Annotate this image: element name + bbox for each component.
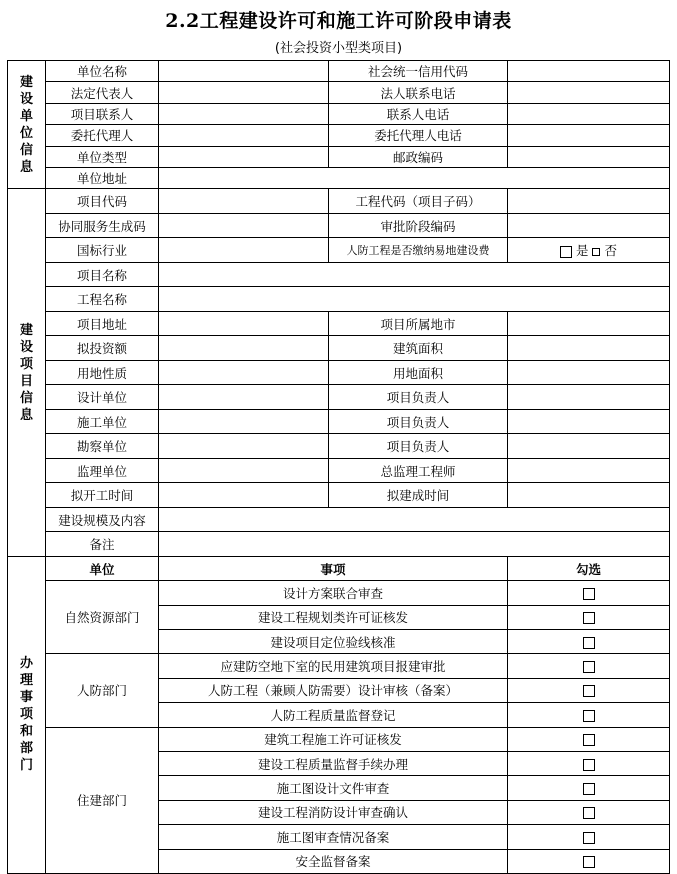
field-survey-lead[interactable] (508, 434, 670, 459)
check-drawing-filing[interactable] (583, 832, 595, 844)
form-subtitle: (社会投资小型类项目) (274, 41, 403, 56)
label-project-code: 项目代码 (46, 189, 159, 214)
label-contact-phone: 联系人电话 (329, 103, 508, 124)
label-survey-unit: 勘察单位 (46, 434, 159, 459)
label-credit-code: 社会统一信用代码 (329, 61, 508, 82)
check-positioning[interactable] (583, 637, 595, 649)
field-design-lead[interactable] (508, 385, 670, 410)
check-cell (508, 605, 670, 629)
field-service-code[interactable] (159, 213, 329, 238)
label-legal-phone: 法人联系电话 (329, 82, 508, 103)
col-unit-header: 单位 (46, 556, 159, 580)
label-construction-lead: 项目负责人 (329, 409, 508, 434)
field-construction-unit[interactable] (159, 409, 329, 434)
civil-defense-fee-choice (508, 238, 670, 263)
check-drawing-review[interactable] (583, 783, 595, 795)
check-quality-supervision[interactable] (583, 759, 595, 771)
label-completion-date: 拟建成时间 (329, 483, 508, 508)
check-civil-defense-quality[interactable] (583, 710, 595, 722)
label-survey-lead: 项目负责人 (329, 434, 508, 459)
label-land-area: 用地面积 (329, 360, 508, 385)
field-supervision-unit[interactable] (159, 458, 329, 483)
section-project-info-heading: 建设项目信息 (8, 189, 46, 557)
field-construction-lead[interactable] (508, 409, 670, 434)
section-matters-heading: 办理事项和部门 (8, 556, 46, 873)
label-agent: 委托代理人 (46, 125, 159, 146)
form-title: 2.2工程建设许可和施工许可阶段申请表 (165, 10, 512, 32)
check-cell (508, 751, 670, 775)
dept-natural-resources: 自然资源部门 (46, 581, 159, 654)
field-credit-code[interactable] (508, 61, 670, 82)
check-fire-design[interactable] (583, 807, 595, 819)
label-construction-unit: 施工单位 (46, 409, 159, 434)
item-quality-supervision: 建设工程质量监督手续办理 (159, 751, 508, 775)
item-planning-permit: 建设工程规划类许可证核发 (159, 605, 508, 629)
label-scale: 建设规模及内容 (46, 507, 159, 532)
field-start-date[interactable] (159, 483, 329, 508)
application-table (7, 60, 670, 874)
label-project-address: 项目地址 (46, 311, 159, 336)
check-cell (508, 800, 670, 824)
check-civil-defense-design[interactable] (583, 685, 595, 697)
field-project-city[interactable] (508, 311, 670, 336)
label-supervision-unit: 监理单位 (46, 458, 159, 483)
label-project-contact: 项目联系人 (46, 103, 159, 124)
check-cell (508, 776, 670, 800)
field-design-unit[interactable] (159, 385, 329, 410)
check-cell (508, 849, 670, 873)
field-project-code[interactable] (159, 189, 329, 214)
check-cell (508, 654, 670, 678)
field-approval-code[interactable] (508, 213, 670, 238)
item-drawing-review: 施工图设计文件审查 (159, 776, 508, 800)
label-civil-defense-fee: 人防工程是否缴纳易地建设费 (329, 238, 508, 263)
field-chief-engineer[interactable] (508, 458, 670, 483)
check-cell (508, 581, 670, 605)
check-safety-filing[interactable] (583, 856, 595, 868)
label-investment: 拟投资额 (46, 336, 159, 361)
field-agent[interactable] (159, 125, 329, 146)
label-project-city: 项目所属地市 (329, 311, 508, 336)
no-label: 否 (604, 243, 617, 259)
label-project-name: 项目名称 (46, 262, 159, 287)
field-land-area[interactable] (508, 360, 670, 385)
item-drawing-filing: 施工图审查情况备案 (159, 825, 508, 849)
field-legal-phone[interactable] (508, 82, 670, 103)
yes-label: 是 (575, 243, 589, 259)
label-unit-name: 单位名称 (46, 61, 159, 82)
check-construction-permit[interactable] (583, 734, 595, 746)
yes-checkbox[interactable] (560, 246, 572, 258)
check-cell (508, 825, 670, 849)
check-cell (508, 703, 670, 727)
check-cell (508, 678, 670, 702)
item-construction-permit: 建筑工程施工许可证核发 (159, 727, 508, 751)
label-unit-type: 单位类型 (46, 146, 159, 167)
field-project-contact[interactable] (159, 103, 329, 124)
field-legal-rep[interactable] (159, 82, 329, 103)
dept-civil-defense: 人防部门 (46, 654, 159, 727)
field-unit-name[interactable] (159, 61, 329, 82)
label-start-date: 拟开工时间 (46, 483, 159, 508)
label-approval-code: 审批阶段编码 (329, 213, 508, 238)
item-basement-approval: 应建防空地下室的民用建筑项目报建审批 (159, 654, 508, 678)
label-engineering-name: 工程名称 (46, 287, 159, 312)
item-civil-defense-design: 人防工程（兼顾人防需要）设计审核（备案） (159, 678, 508, 702)
label-chief-engineer: 总监理工程师 (329, 458, 508, 483)
field-investment[interactable] (159, 336, 329, 361)
col-item-header: 事项 (159, 556, 508, 580)
check-cell (508, 727, 670, 751)
field-completion-date[interactable] (508, 483, 670, 508)
field-industry[interactable] (159, 238, 329, 263)
col-check-header: 勾选 (508, 556, 670, 580)
check-cell (508, 630, 670, 654)
label-remarks: 备注 (46, 532, 159, 557)
field-remarks[interactable] (159, 532, 670, 557)
field-building-area[interactable] (508, 336, 670, 361)
item-design-review: 设计方案联合审查 (159, 581, 508, 605)
field-survey-unit[interactable] (159, 434, 329, 459)
dept-housing: 住建部门 (46, 727, 159, 873)
field-unit-address[interactable] (159, 167, 670, 188)
label-unit-address: 单位地址 (46, 167, 159, 188)
label-building-area: 建筑面积 (329, 336, 508, 361)
field-project-name[interactable] (159, 262, 670, 287)
label-engineering-code: 工程代码（项目子码） (329, 189, 508, 214)
item-civil-defense-quality: 人防工程质量监督登记 (159, 703, 508, 727)
label-land-use: 用地性质 (46, 360, 159, 385)
field-agent-phone[interactable] (508, 125, 670, 146)
field-engineering-name[interactable] (159, 287, 670, 312)
no-checkbox[interactable] (592, 248, 600, 256)
field-postcode[interactable] (508, 146, 670, 167)
check-planning-permit[interactable] (583, 612, 595, 624)
field-contact-phone[interactable] (508, 103, 670, 124)
item-fire-design: 建设工程消防设计审查确认 (159, 800, 508, 824)
field-project-address[interactable] (159, 311, 329, 336)
label-agent-phone: 委托代理人电话 (329, 125, 508, 146)
field-land-use[interactable] (159, 360, 329, 385)
field-unit-type[interactable] (159, 146, 329, 167)
check-design-review[interactable] (583, 588, 595, 600)
label-legal-rep: 法定代表人 (46, 82, 159, 103)
section-unit-info-heading: 建设单位信息 (8, 61, 46, 189)
label-postcode: 邮政编码 (329, 146, 508, 167)
label-service-code: 协同服务生成码 (46, 213, 159, 238)
field-engineering-code[interactable] (508, 189, 670, 214)
label-design-unit: 设计单位 (46, 385, 159, 410)
label-design-lead: 项目负责人 (329, 385, 508, 410)
check-basement-approval[interactable] (583, 661, 595, 673)
field-scale[interactable] (159, 507, 670, 532)
label-industry: 国标行业 (46, 238, 159, 263)
item-safety-filing: 安全监督备案 (159, 849, 508, 873)
item-positioning: 建设项目定位验线核准 (159, 630, 508, 654)
